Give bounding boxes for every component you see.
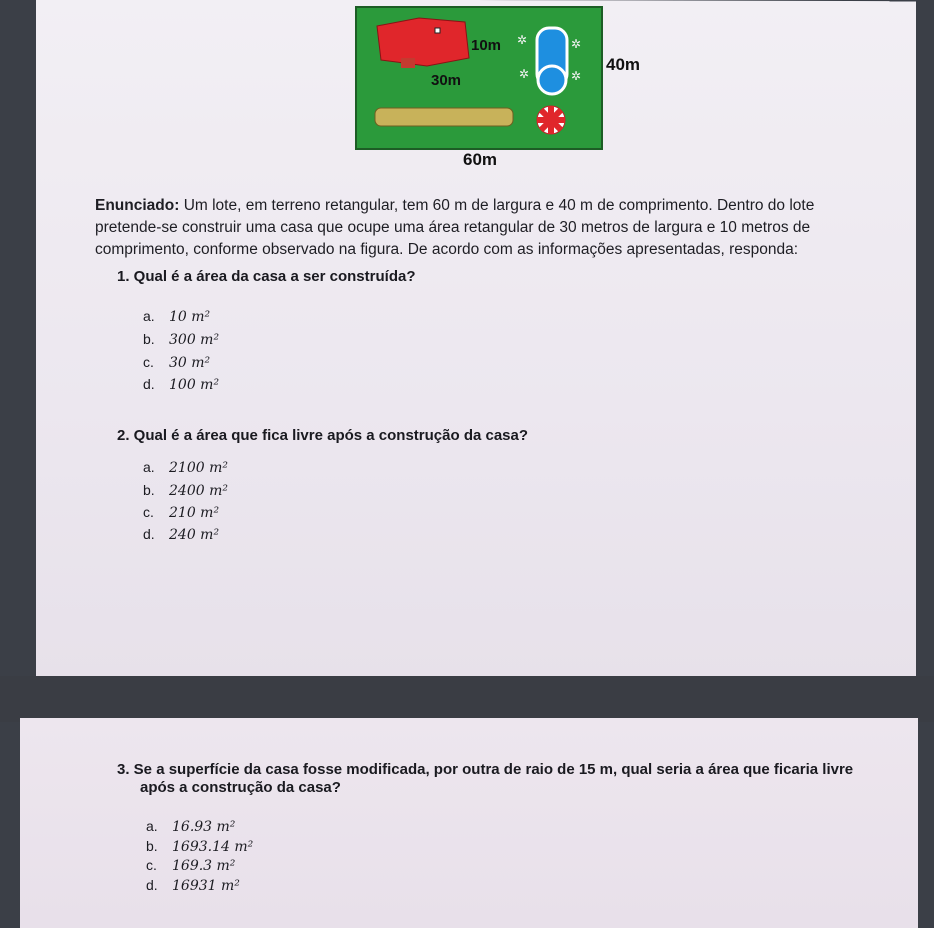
- option-key: a.: [146, 818, 158, 834]
- option-3c[interactable]: [146, 857, 235, 874]
- label-40m: 40m: [606, 55, 641, 74]
- statement-line-3: comprimento, conforme observado na figura. De acordo com as informações apresentadas, responda:: [95, 241, 799, 258]
- question-2: 2. Qual é a área que fica livre após a construção da casa?: [117, 427, 529, 444]
- question-1: 1. Qual é a área da casa a ser construída?: [117, 268, 416, 285]
- option-key: d.: [143, 526, 155, 542]
- lot-figure: [355, 6, 603, 150]
- option-key: a.: [143, 308, 155, 324]
- option-key: b.: [143, 482, 155, 498]
- option-1d[interactable]: [143, 376, 219, 393]
- label-60m: 60m: [463, 150, 498, 169]
- label-30m: 30m: [431, 72, 462, 89]
- option-3a[interactable]: [146, 818, 235, 835]
- house-porch: [401, 58, 415, 68]
- option-2b[interactable]: [143, 482, 228, 499]
- option-key: a.: [143, 459, 155, 475]
- option-value: 210 m²: [169, 505, 220, 521]
- umbrella-segments: [537, 106, 565, 134]
- label-10m: 10m: [471, 37, 502, 54]
- option-value: 169.3 m²: [172, 858, 236, 874]
- flower-icon: ✲: [571, 69, 582, 83]
- option-key: b.: [143, 331, 155, 347]
- question-3-line-1: 3. Se a superfície da casa fosse modificada, por outra de raio de 15 m, qual seria a área que ficaria livre: [117, 761, 854, 778]
- option-value: 2400 m²: [169, 483, 228, 499]
- page-gap: [0, 676, 934, 722]
- option-value: 16.93 m²: [172, 819, 236, 835]
- option-2d[interactable]: [143, 526, 219, 543]
- option-2a[interactable]: [143, 459, 228, 476]
- option-value: 2100 m²: [169, 460, 228, 476]
- option-value: 30 m²: [169, 355, 211, 371]
- option-key: c.: [143, 354, 154, 370]
- option-3b[interactable]: [146, 838, 253, 855]
- option-key: c.: [143, 504, 154, 520]
- statement-label: Enunciado:: [95, 197, 180, 214]
- question-3-line-2: após a construção da casa?: [140, 779, 341, 796]
- option-value: 1693.14 m²: [172, 839, 254, 855]
- lot-illustration: [357, 8, 601, 148]
- statement-line-1: [95, 196, 814, 217]
- walkway: [375, 108, 513, 126]
- statement-text-1: Um lote, em terreno retangular, tem 60 m de largura e 40 m de comprimento. Dentro do lote: [183, 197, 815, 214]
- option-value: 16931 m²: [172, 878, 240, 894]
- pool-round-end: [538, 66, 566, 94]
- option-2c[interactable]: [143, 504, 219, 521]
- statement-line-2: pretende-se construir uma casa que ocupe uma área retangular de 30 metros de largura e 10 metros de: [95, 219, 811, 236]
- option-key: d.: [143, 376, 155, 392]
- option-key: d.: [146, 877, 158, 893]
- option-value: 300 m²: [169, 332, 220, 348]
- option-1a[interactable]: [143, 308, 210, 325]
- flower-icon: ✲: [571, 37, 582, 51]
- option-value: 10 m²: [169, 309, 211, 325]
- flower-icon: ✲: [517, 33, 528, 47]
- option-key: b.: [146, 838, 158, 854]
- option-value: 100 m²: [169, 377, 220, 393]
- option-1c[interactable]: [143, 354, 210, 371]
- flower-icon: ✲: [519, 67, 530, 81]
- option-key: c.: [146, 857, 157, 873]
- option-value: 240 m²: [169, 527, 220, 543]
- house-roof: [377, 18, 469, 66]
- option-3d[interactable]: [146, 877, 240, 894]
- option-1b[interactable]: [143, 331, 219, 348]
- house-chimney: [435, 28, 440, 33]
